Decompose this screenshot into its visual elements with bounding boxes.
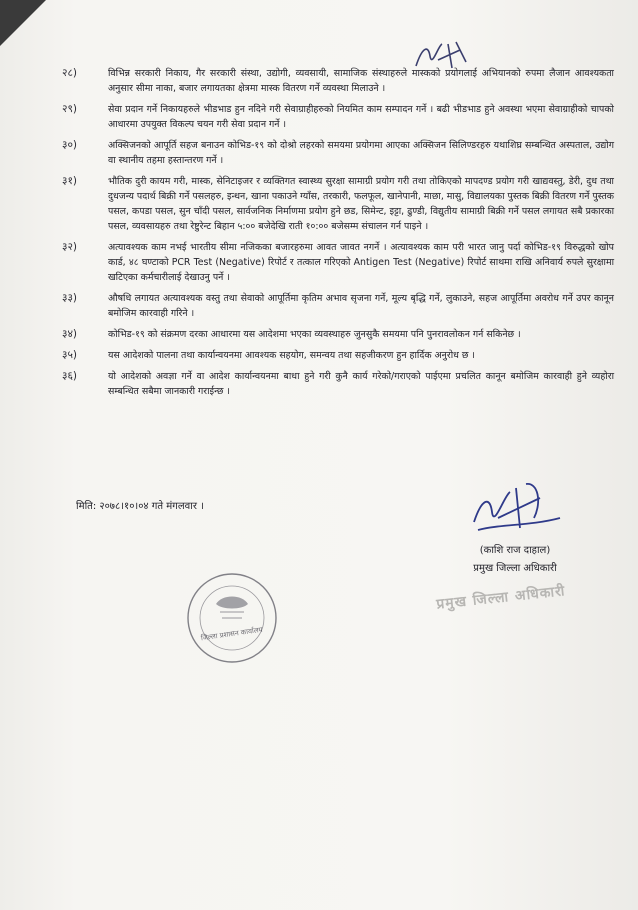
- clause-number: २८): [62, 67, 78, 79]
- scan-corner-shadow: [0, 0, 46, 46]
- clause-number: ३२): [62, 241, 78, 253]
- clause-28: [62, 66, 614, 96]
- clause-36: [62, 369, 614, 399]
- clause-number: ३४): [62, 328, 78, 340]
- clause-number: ३१): [62, 175, 78, 187]
- clause-33: [62, 291, 614, 321]
- clause-number: २९): [62, 103, 78, 115]
- clause-text: अत्यावश्यक काम नभई भारतीय सीमा नजिकका बजारहरुमा आवत जावत नगर्ने । अत्यावश्यक काम परी भारत जानु पर्दा कोभिड-१९ विरुद्धको खोप कार्ड, ४८ घण्टाको PCR Test (Negative) रिपोर्ट र तत्काल गरिएको Antigen Test (Negative) रिपोर्ट साथमा राखि अनिवार्य रुपले सुरक्षामा खटिएका कर्मचारीलाई देखाउनु पर्ने ।: [108, 242, 614, 283]
- clause-number: ३३): [62, 292, 78, 304]
- order-clauses: [62, 66, 614, 405]
- clause-text: भौतिक दुरी कायम गरी, मास्क, सेनिटाइजर र व्यक्तिगत स्वास्थ्य सुरक्षा सामाग्री प्रयोग गरी तथा तोकिएको मापदण्ड प्रयोग गरी खाद्यवस्तु, डेरी, दुध तथा दुधजन्य पदार्थ बिक्री गर्ने पसलहरु, इन्धन, खाना पकाउने ग्याँस, तरकारी, फलफूल, खानेपानी, माछा, मासु, विद्यालयका पुस्तक बिक्री वितरण गर्ने पुस्तक पसल, कपडा पसल, सुन चाँदी पसल, सार्वजनिक निर्माणमा प्रयोग हुने छड, सिमेन्ट, इट्टा, ढुण्डी, विद्युतीय सामाग्री बिक्री गर्ने पसल लगायत सबै प्रकारका पसल, व्यवसायहरु तथा रेष्टुरेन्ट बिहान ५:०० बजेदेखि राती १०:०० बजेसम्म संचालन गर्न पाइने ।: [108, 176, 614, 232]
- clause-text: कोभिड-१९ को संक्रमण दरका आधारमा यस आदेशमा भएका व्यवस्थाहरु जुनसुकै समयमा पनि पुनरावलोकन गर्न सकिनेछ ।: [108, 329, 521, 340]
- signature-image: [460, 478, 570, 540]
- clause-34: [62, 327, 614, 342]
- clause-32: [62, 240, 614, 285]
- faded-stamp-text: प्रमुख जिल्ला अधिकारी: [435, 583, 567, 613]
- clause-text: यो आदेशको अवज्ञा गर्ने वा आदेश कार्यान्वयनमा बाधा हुने गरी कुनै कार्य गरेको/गराएको पाईएमा प्रचलित कानून बमोजिम कारवाही हुने व्यहोरा सम्बन्धित सबैमा जानकारी गराईन्छ ।: [108, 371, 614, 397]
- clause-text: यस आदेशको पालना तथा कार्यान्वयनमा आवश्यक सहयोग, समन्वय तथा सहजीकरण हुन हार्दिक अनुरोध छ ।: [108, 350, 475, 361]
- clause-30: [62, 138, 614, 168]
- clause-text: औषधि लगायत अत्यावश्यक वस्तु तथा सेवाको आपूर्तिमा कृतिम अभाव सृजना गर्ने, मूल्य बृद्धि गर्ने, लुकाउने, सहज आपूर्तिमा अवरोध गर्ने उपर कानून बमोजिम कारवाही गरिने ।: [108, 293, 614, 319]
- seal-text: जिल्ला प्रशासन कार्यालय: [200, 625, 264, 643]
- clause-text: सेवा प्रदान गर्ने निकायहरुले भीडभाड हुन नदिने गरी सेवाग्राहीहरुको नियमित काम सम्पादन गर्ने । बढी भीडभाड हुने अवस्था भएमा सेवाग्राहीको चापको आधारमा उपयुक्त विकल्प चयन गरी सेवा प्रदान गर्ने ।: [108, 104, 614, 130]
- signatory-name: (काशि राज दाहाल): [479, 545, 551, 556]
- clause-text: अक्सिजनको आपूर्ति सहज बनाउन कोभिड-१९ को दोश्रो लहरको समयमा प्रयोगमा आएका अक्सिजन सिलिण्डरहरु यथाशिघ्र सम्बन्धित अस्पताल, उद्योग वा स्थानीय तहमा हस्तान्तरण गर्ने ।: [108, 140, 614, 166]
- clause-number: ३६): [62, 370, 78, 382]
- clause-35: [62, 348, 614, 363]
- signatory-title: प्रमुख जिल्ला अधिकारी: [473, 563, 557, 574]
- signature-block: [440, 478, 590, 574]
- date-line: मिति: २०७८।१०।०४ गते मंगलवार ।: [76, 501, 204, 512]
- office-seal: [182, 568, 282, 668]
- clause-number: ३५): [62, 349, 78, 361]
- clause-31: [62, 174, 614, 234]
- clause-text: विभिन्न सरकारी निकाय, गैर सरकारी संस्था, उद्योगी, व्यवसायी, सामाजिक संस्थाहरुले मास्कको प्रयोगलाई अभियानको रुपमा लैजान आवश्यकता अनुसार सीमा नाका, बजार लगायतका क्षेत्रमा मास्क वितरण गर्ने व्यवस्था मिलाउने ।: [108, 68, 614, 94]
- clause-29: [62, 102, 614, 132]
- clause-number: ३०): [62, 139, 78, 151]
